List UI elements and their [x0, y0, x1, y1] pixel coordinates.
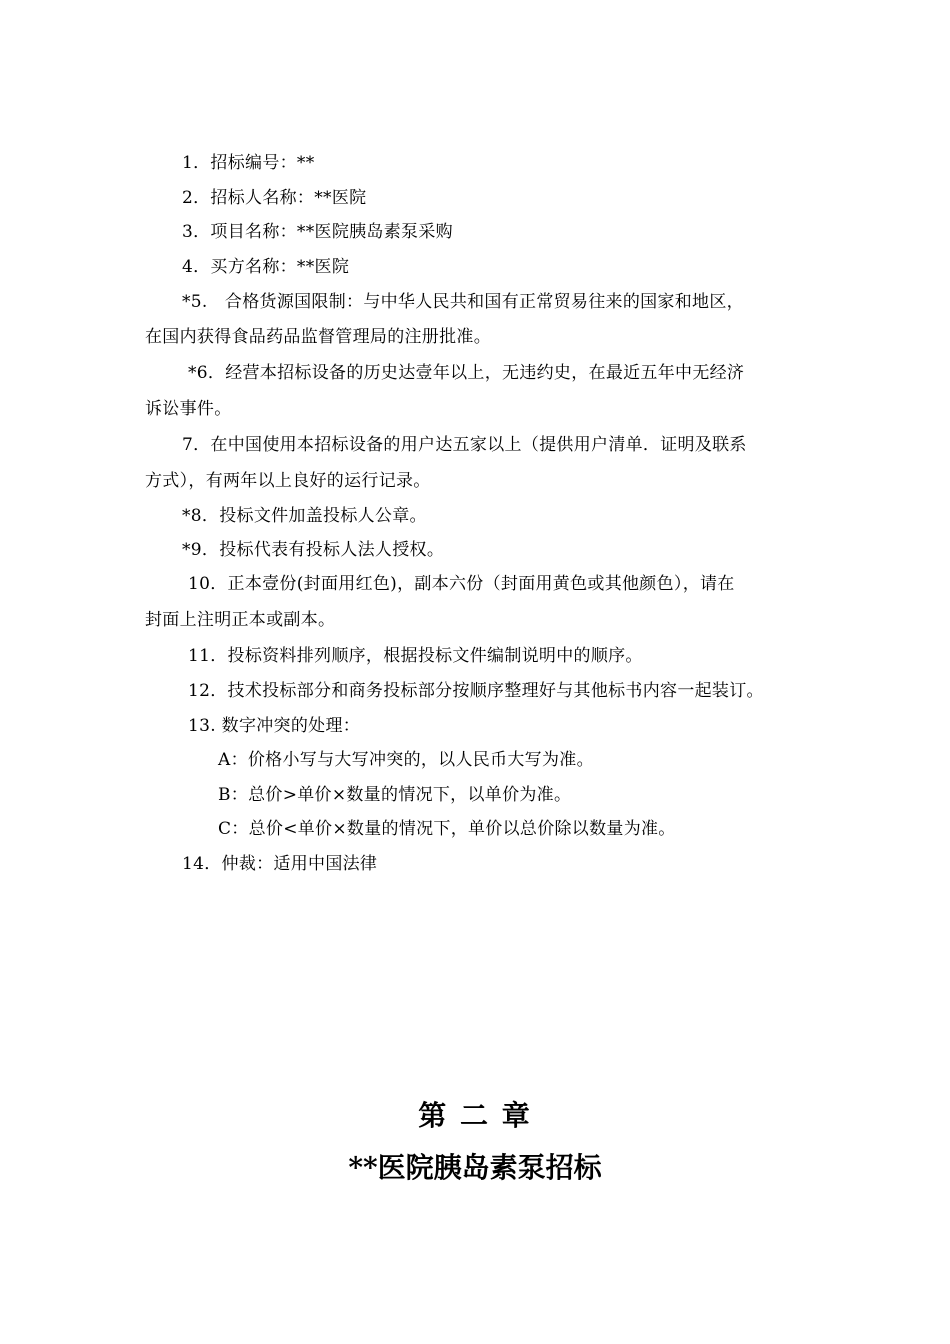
clause-7-continued: 方式），有两年以上良好的运行记录。	[145, 471, 431, 491]
clause-13-item-c: C：总价<单价×数量的情况下，单价以总价除以数量为准。	[218, 819, 676, 839]
clause-13-item-a: A：价格小写与大写冲突的，以人民币大写为准。	[218, 750, 594, 770]
clause-4: 4．买方名称：**医院	[182, 257, 350, 277]
clause-3: 3．项目名称：**医院胰岛素泵采购	[182, 222, 453, 242]
clause-6: *6．经营本招标设备的历史达壹年以上，无违约史，在最近五年中无经济	[188, 363, 745, 383]
clause-13-item-b: B：总价>单价×数量的情况下，以单价为准。	[218, 785, 572, 805]
clause-13: 13. 数字冲突的处理：	[188, 716, 361, 736]
clause-10: 10．正本壹份(封面用红色)，副本六份（封面用黄色或其他颜色），请在	[188, 574, 735, 594]
clause-14: 14．仲裁：适用中国法律	[182, 854, 378, 874]
clause-5-continued: 在国内获得食品药品监督管理局的注册批准。	[145, 327, 491, 347]
clause-12: 12．技术投标部分和商务投标部分按顺序整理好与其他标书内容一起装订。	[188, 681, 764, 701]
clause-11: 11．投标资料排列顺序，根据投标文件编制说明中的顺序。	[188, 646, 643, 666]
clause-8: *8．投标文件加盖投标人公章。	[182, 506, 427, 526]
clause-5: *5. 合格货源国限制：与中华人民共和国有正常贸易往来的国家和地区，	[182, 292, 744, 312]
clause-2: 2．招标人名称：**医院	[182, 188, 367, 208]
clause-9: *9．投标代表有投标人法人授权。	[182, 540, 445, 560]
clause-1: 1．招标编号：**	[182, 153, 315, 173]
clause-7: 7．在中国使用本招标设备的用户达五家以上（提供用户清单．证明及联系	[182, 435, 747, 455]
clause-10-continued: 封面上注明正本或副本。	[145, 610, 336, 630]
chapter-title: **医院胰岛素泵招标	[348, 1151, 602, 1184]
chapter-label: 第 二 章	[418, 1099, 532, 1132]
clause-6-continued: 诉讼事件。	[145, 399, 232, 419]
